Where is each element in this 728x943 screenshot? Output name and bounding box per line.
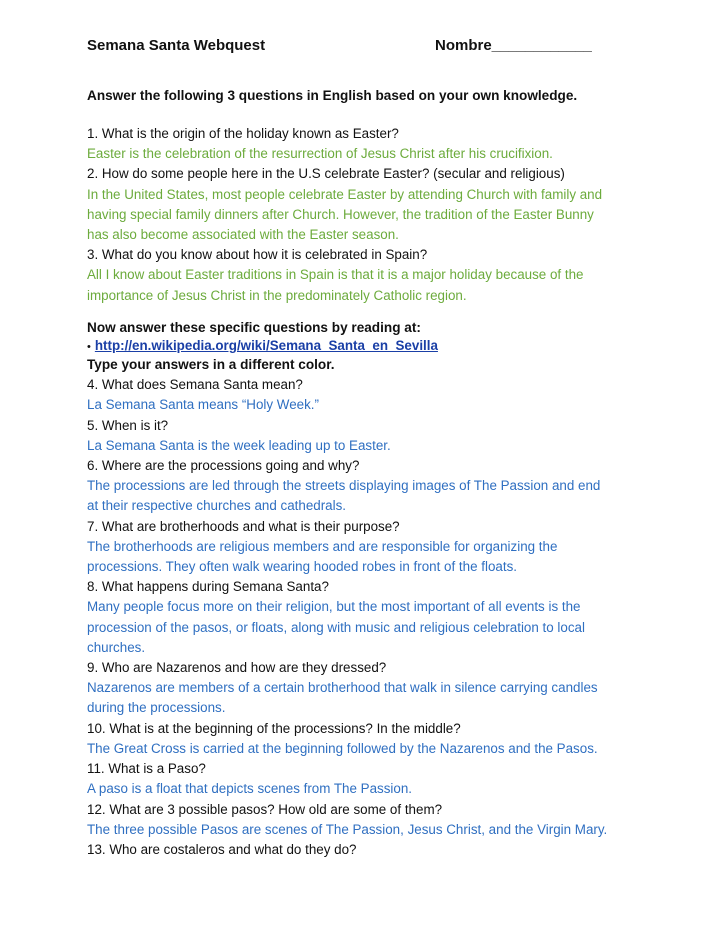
- answer-line: In the United States, most people celebrate Easter by attending Church with family and: [87, 186, 603, 202]
- header: [87, 37, 697, 65]
- part2-instructions: Now answer these specific questions by reading at:: [87, 319, 421, 335]
- answer-line: A paso is a float that depicts scenes from The Passion.: [87, 781, 413, 797]
- answer-line: has also become associated with the Easter season.: [87, 227, 399, 243]
- part1-instructions: Answer the following 3 questions in English based on your own knowledge.: [87, 88, 578, 103]
- question-text: 6. Where are the processions going and why?: [87, 458, 360, 474]
- answer-line: during the processions.: [87, 700, 226, 716]
- question-text: 9. Who are Nazarenos and how are they dressed?: [87, 660, 387, 676]
- question-block: [87, 164, 697, 245]
- part2-section: [87, 318, 697, 860]
- answer-line: La Semana Santa is the week leading up to Easter.: [87, 437, 391, 453]
- answer-line: at their respective churches and cathedrals.: [87, 498, 347, 514]
- document-page: [87, 37, 697, 860]
- question-block: [87, 375, 697, 415]
- part1-question-list: [87, 124, 697, 306]
- question-block: [87, 456, 697, 517]
- question-block: [87, 416, 697, 456]
- link-line: [87, 338, 697, 355]
- question-text: 2. How do some people here in the U.S celebrate Easter? (secular and religious): [87, 166, 565, 182]
- question-text: 12. What are 3 possible pasos? How old are some of them?: [87, 801, 443, 817]
- answer-line: All I know about Easter traditions in Spain is that it is a major holiday because of the: [87, 267, 584, 283]
- question-block: [87, 577, 697, 658]
- color-note: Type your answers in a different color.: [87, 357, 335, 373]
- question-block: [87, 759, 697, 799]
- answer-line: The Great Cross is carried at the beginning followed by the Nazarenos and the Pasos.: [87, 740, 598, 756]
- answer-line: La Semana Santa means “Holy Week.”: [87, 397, 319, 413]
- name-field[interactable]: Nombre____________: [435, 37, 592, 54]
- question-block: [87, 245, 697, 306]
- answer-line: importance of Jesus Christ in the predominately Catholic region.: [87, 287, 467, 303]
- answer-line: Nazarenos are members of a certain brotherhood that walk in silence carrying candles: [87, 680, 598, 696]
- answer-line: Easter is the celebration of the resurrection of Jesus Christ after his crucifixion.: [87, 146, 553, 162]
- question-text: 10. What is at the beginning of the processions? In the middle?: [87, 720, 461, 736]
- answer-line: The three possible Pasos are scenes of The Passion, Jesus Christ, and the Virgin Mary.: [87, 821, 608, 837]
- question-text: 11. What is a Paso?: [87, 761, 206, 777]
- question-block: [87, 840, 697, 860]
- question-text: 13. Who are costaleros and what do they do?: [87, 841, 357, 857]
- question-text: 5. When is it?: [87, 417, 169, 433]
- question-text: 7. What are brotherhoods and what is their purpose?: [87, 518, 400, 534]
- question-block: [87, 658, 697, 719]
- question-block: [87, 800, 697, 840]
- part2-question-list: [87, 375, 697, 860]
- answer-line: Many people focus more on their religion, but the most important of all events is the: [87, 599, 581, 615]
- answer-line: The processions are led through the streets displaying images of The Passion and end: [87, 478, 601, 494]
- question-block: [87, 719, 697, 759]
- question-text: 1. What is the origin of the holiday known as Easter?: [87, 126, 399, 141]
- bullet-icon: •: [87, 341, 91, 354]
- wikipedia-link[interactable]: http://en.wikipedia.org/wiki/Semana_Santa_en_Sevilla: [94, 338, 438, 354]
- answer-line: procession of the pasos, or floats, along with music and religious celebration to local: [87, 619, 585, 635]
- question-block: [87, 517, 697, 578]
- document-title: Semana Santa Webquest: [87, 37, 266, 54]
- question-text: 4. What does Semana Santa mean?: [87, 377, 303, 393]
- question-text: 3. What do you know about how it is celebrated in Spain?: [87, 247, 428, 263]
- answer-line: processions. They often walk wearing hooded robes in front of the floats.: [87, 559, 517, 575]
- answer-line: churches.: [87, 639, 146, 655]
- question-text: 8. What happens during Semana Santa?: [87, 579, 329, 595]
- answer-line: The brotherhoods are religious members and are responsible for organizing the: [87, 538, 558, 554]
- question-block: [87, 124, 697, 164]
- answer-line: having special family dinners after Church. However, the tradition of the Easter Bunny: [87, 206, 594, 222]
